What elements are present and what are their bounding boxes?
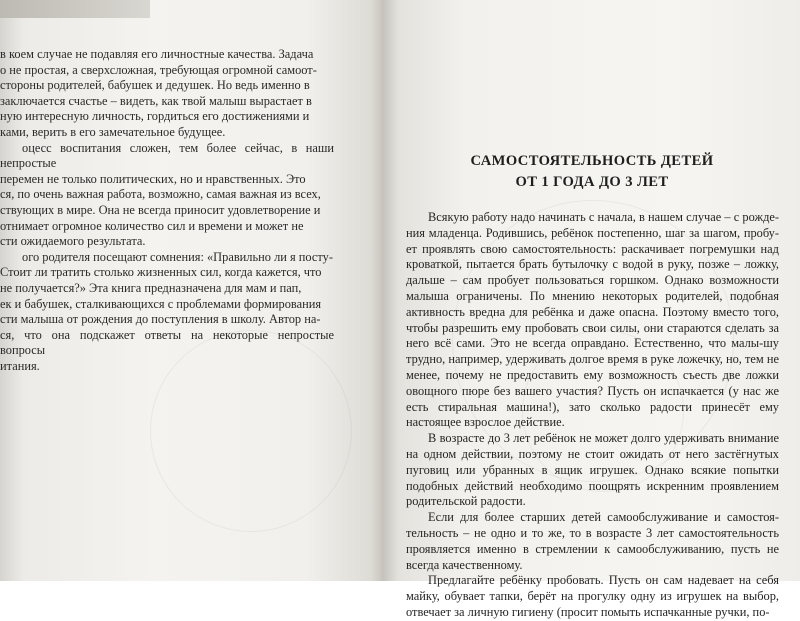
chapter-title-line-2: ОТ 1 ГОДА ДО 3 ЛЕТ <box>515 174 669 190</box>
text-line: ек и бабушек, сталкивающихся с проблемами формирования <box>0 296 322 311</box>
text-line: в коем случае не подавляя его личностные качества. Задача <box>0 47 314 61</box>
text-line: о не простая, а сверхсложная, требующая огромной самоот- <box>0 62 317 77</box>
text-line: ся, что она подскажет ответы на некоторые непростые вопросы <box>0 327 334 358</box>
paragraph: Предлагайте ребёнку пробовать. Пусть он сам надевает на себя майку, обувает тапки, берёт на прогулку одну из игрушек на выбор, отвечает за личную гигиену (просит помыть испачканные ручки, по- <box>406 573 779 619</box>
text-line: сти малыша от рождения до поступления в школу. Автор на- <box>0 312 321 327</box>
left-page-header-strip <box>0 0 150 18</box>
text-line: итания. <box>0 358 40 373</box>
text-line: отнимает огромное количество сил и времени и может не <box>0 218 304 233</box>
left-page-text <box>0 47 334 374</box>
text-line: стороны родителей, бабушек и дедушек. Но ведь именно в <box>0 78 310 93</box>
text-line: сти ожидаемого результата. <box>0 234 146 249</box>
text-line: заключается счастье – видеть, как твой малыш вырастает в <box>0 93 312 108</box>
paragraph: Если для более старших детей самообслуживание и самостоя-тельность – не одно и то же, то в возрасте 3 лет самостоятельность проявляется именно в стремлении к самообслуживанию, пусть не всегда качественному. <box>406 510 779 572</box>
text-line: Стоит ли тратить столько жизненных сил, когда кажется, что <box>0 265 322 280</box>
paragraph: В возрасте до 3 лет ребёнок не может долго удерживать внимание на одном действии, поэтому не стоит ожидать от него застёгнутых пуговиц или убранных в ящик игрушек. Однако всякие попытки подобных действий необходимо поощрять искренним проявлением родительской радости. <box>406 431 779 509</box>
paragraph: Всякую работу надо начинать с начала, в нашем случае – с рожде-ния младенца. Родившись, ребёнок постепенно, шаг за шагом, пробу-ет проявлять свою самостоятельность: раскачивает погремушки над кроваткой, пытается брать бутылочку с водой в руку, позже – ложку, дальше – сам пробует пользоваться горшком. Однако возможности малыша ограничены. По мнению некоторых родителей, подобная активность вредна для ребёнка и даже опасна. Поэтому вместо того, чтобы разрешить ему пробовать свои силы, они стараются сделать за него всё сами. Это не всегда оправдано. Естественно, что малы-шу трудно, например, удерживать долгое время в руке ложечку, но, тем не менее, почему не предоставить ему возможность съесть две ложки овощного пюре без вашего участия? Пусть он испачкается (у нас же есть стиральная машина!), зато сколько радости принесёт ему настоящее взрослое действие. <box>406 210 779 430</box>
right-page <box>382 0 800 619</box>
right-page-content <box>382 0 800 619</box>
text-line: ого родителя посещают сомнения: «Правильно ли я посту- <box>22 249 333 264</box>
chapter-title-line-1: САМОСТОЯТЕЛЬНОСТЬ ДЕТЕЙ <box>470 153 714 169</box>
chapter-title <box>442 151 742 193</box>
chapter-body <box>406 210 779 621</box>
text-line: перемен не только политических, но и нравственных. Это <box>0 171 306 186</box>
text-line: не получается?» Эта книга предназначена для мам и пап, <box>0 280 302 295</box>
left-page <box>0 0 382 581</box>
text-line: ствующих в мире. Она не всегда приносит удовлетворение и <box>0 202 321 217</box>
text-line: ся, по очень важная работа, возможно, самая важная из всех, <box>0 187 321 202</box>
text-line: ную интересную личность, гордиться его достижениями и <box>0 109 310 124</box>
text-line: ками, верить в его замечательное будущее. <box>0 124 226 139</box>
text-line: оцесс воспитания сложен, тем более сейчас, в наши непростые <box>0 140 334 171</box>
